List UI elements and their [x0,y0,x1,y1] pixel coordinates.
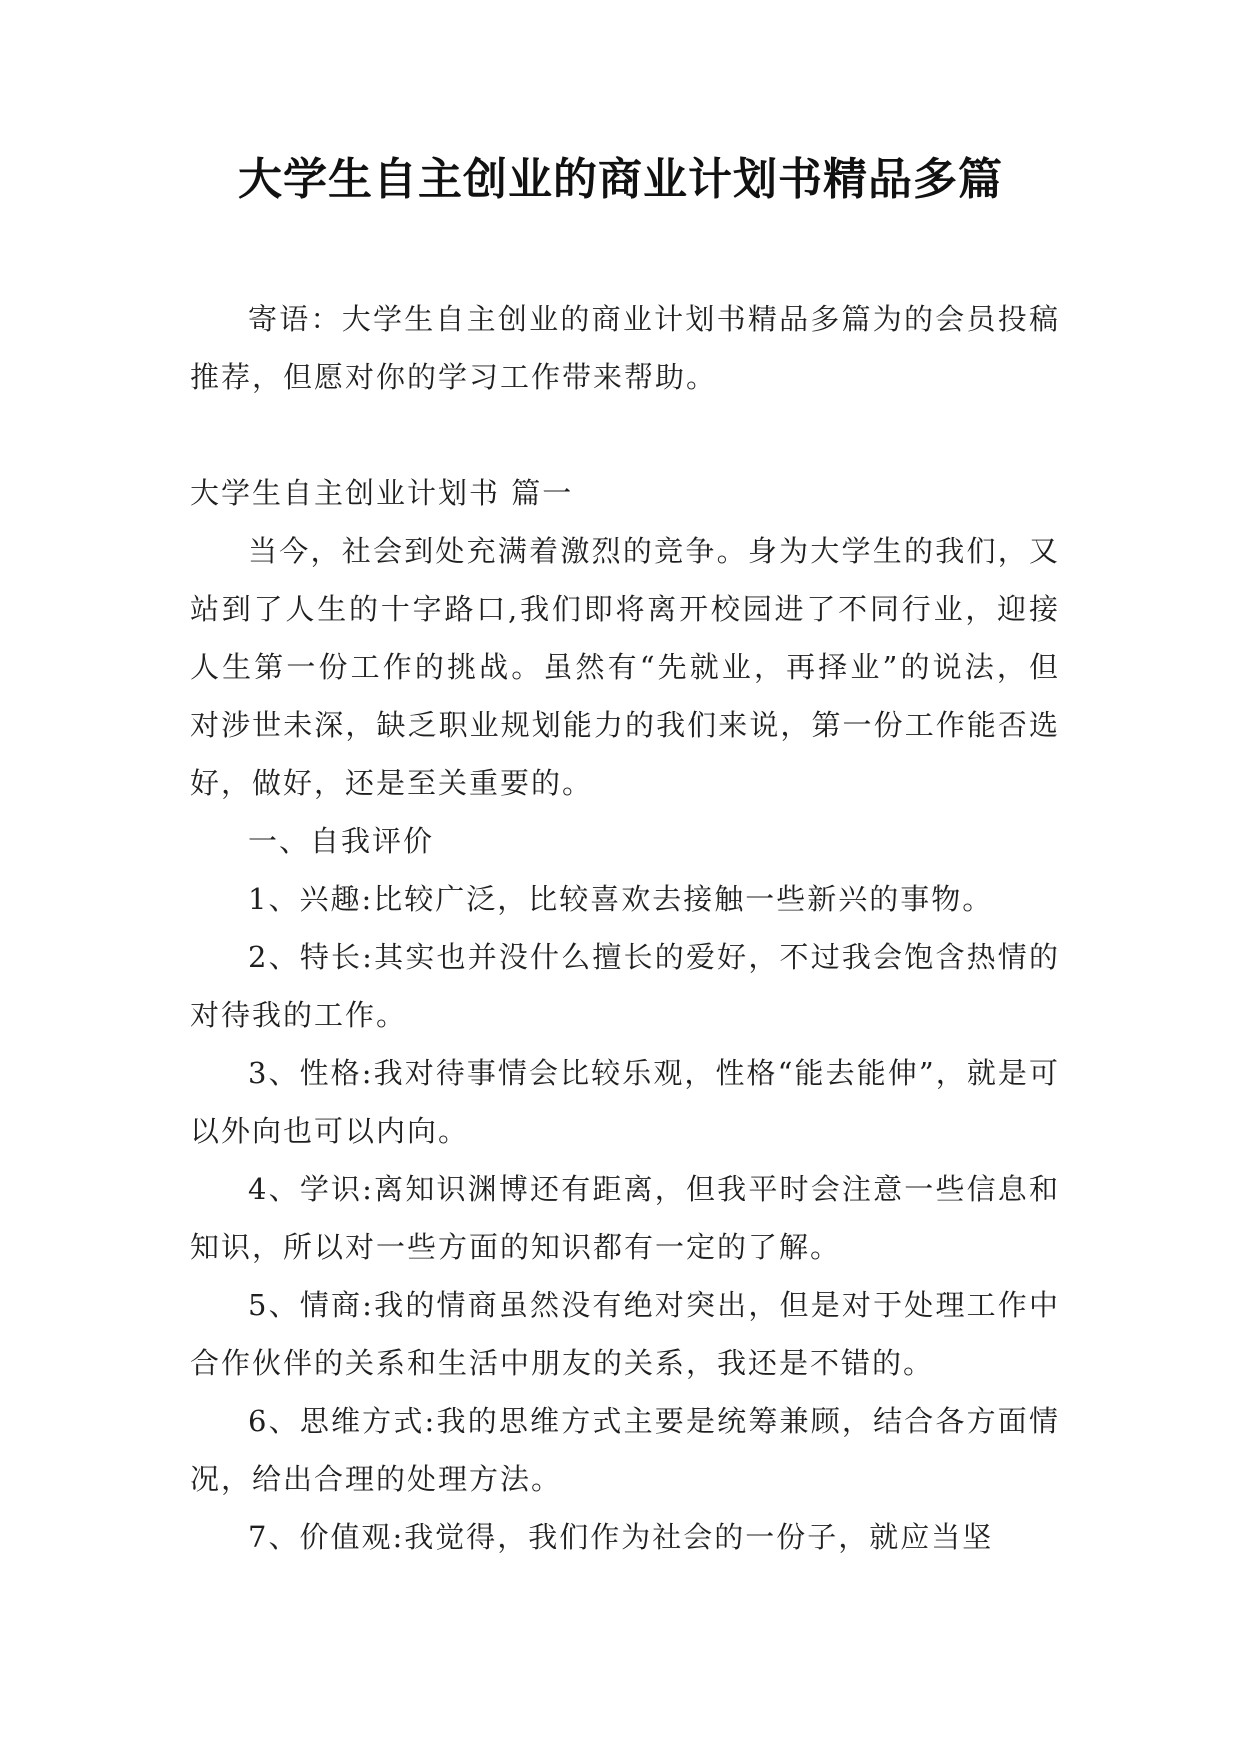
subsection-heading: 一、自我评价 [248,824,435,858]
body-paragraph: 1、兴趣:比较广泛，比较喜欢去接触一些新兴的事物。 [248,882,994,916]
body-paragraph: 3、性格:我对待事情会比较乐观，性格“能去能伸”，就是可以外向也可以内向。 [190,1056,1060,1148]
intro-paragraph: 寄语：大学生自主创业的商业计划书精品多篇为的会员投稿推荐，但愿对你的学习工作带来帮助。 [190,302,1060,394]
document-title: 大学生自主创业的商业计划书精品多篇 [238,154,1003,205]
body-paragraph: 当今，社会到处充满着激烈的竞争。身为大学生的我们，又站到了人生的十字路口,我们即将离开校园进了不同行业，迎接人生第一份工作的挑战。虽然有“先就业，再择业”的说法，但对涉世未深，缺乏职业规划能力的我们来说，第一份工作能否选好，做好，还是至关重要的。 [190,534,1060,800]
body-paragraph: 2、特长:其实也并没什么擅长的爱好，不过我会饱含热情的对待我的工作。 [190,940,1060,1032]
body-paragraph: 7、价值观:我觉得，我们作为社会的一份子，就应当坚 [248,1520,994,1554]
document-body [190,290,1060,1566]
body-paragraph: 5、情商:我的情商虽然没有绝对突出，但是对于处理工作中合作伙伴的关系和生活中朋友的关系，我还是不错的。 [190,1288,1060,1380]
spacer [190,406,1060,464]
body-paragraph: 6、思维方式:我的思维方式主要是统筹兼顾，结合各方面情况，给出合理的处理方法。 [190,1404,1060,1496]
section-heading: 大学生自主创业计划书 篇一 [190,476,574,510]
body-paragraph: 4、学识:离知识渊博还有距离，但我平时会注意一些信息和知识，所以对一些方面的知识都有一定的了解。 [190,1172,1060,1264]
